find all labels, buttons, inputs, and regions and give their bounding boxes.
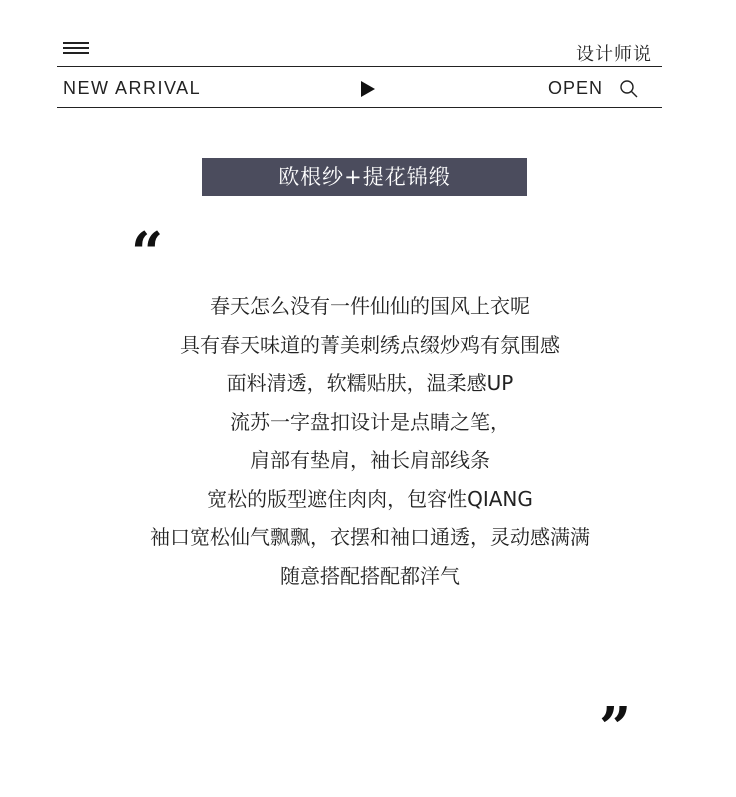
- search-icon[interactable]: [619, 79, 639, 99]
- description-line: 具有春天味道的菁美刺绣点缀炒鸡有氛围感: [180, 332, 560, 357]
- open-label[interactable]: OPEN: [548, 78, 604, 98]
- header-divider-bottom: [57, 107, 662, 108]
- description-line: 肩部有垫肩，袖长肩部线条: [250, 448, 490, 472]
- play-icon[interactable]: [361, 81, 375, 97]
- description-line: 袖口宽松仙气飘飘，衣摆和袖口通透，灵动感满满: [150, 525, 590, 549]
- new-arrival-label[interactable]: NEW ARRIVAL: [63, 78, 202, 98]
- description-line: 宽松的版型遮住肉肉，包容性QIANG: [207, 486, 533, 511]
- hamburger-menu-icon[interactable]: [63, 42, 89, 58]
- description-line: 面料清透，软糯贴肤，温柔感UP: [226, 371, 514, 395]
- description-line: 春天怎么没有一件仙仙的国风上衣呢: [210, 294, 530, 318]
- description-line: 流苏一字盘扣设计是点睛之笔，: [230, 409, 510, 434]
- product-description: [90, 287, 650, 595]
- description-line: 随意搭配搭配都洋气: [280, 563, 460, 588]
- header-divider-top: [57, 66, 662, 67]
- fabric-title-banner: 欧根纱+提花锦缎: [202, 158, 527, 196]
- close-quote-icon: ”: [599, 695, 632, 761]
- brand-label: 设计师说: [576, 44, 652, 65]
- open-quote-icon: “: [131, 220, 164, 286]
